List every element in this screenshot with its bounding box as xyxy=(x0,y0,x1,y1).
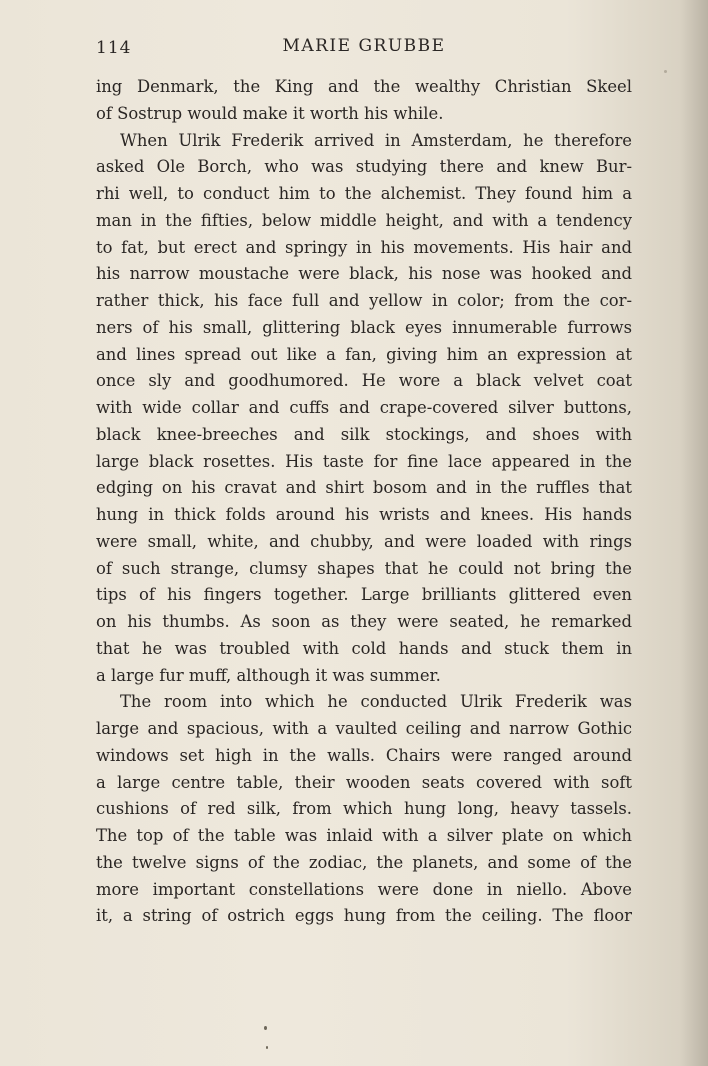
text-line: ing Denmark, the King and the wealthy Christian Skeel xyxy=(96,77,632,96)
page-header xyxy=(96,36,632,62)
text-line: black knee-breeches and silk stockings, and shoes with xyxy=(96,424,632,444)
text-line: The room into which he conducted Ulrik Frederik was xyxy=(120,692,632,712)
text-line: more important constellations were done in niello. Above xyxy=(96,879,632,899)
text-line: once sly and goodhumored. He wore a black velvet coat xyxy=(96,371,632,391)
text-line: were small, white, and chubby, and were loaded with rings xyxy=(96,531,632,551)
page-number: 114 xyxy=(96,38,132,58)
text-line: it, a string of ostrich eggs hung from the ceiling. The floor xyxy=(96,906,632,926)
text-line: and lines spread out like a fan, giving him an expression at xyxy=(96,344,632,364)
text-line: of Sostrup would make it worth his while. xyxy=(96,103,444,123)
text-line: ners of his small, glittering black eyes innumerable furrows xyxy=(96,317,632,337)
text-line: the twelve signs of the zodiac, the planets, and some of the xyxy=(96,852,632,872)
text-line: hung in thick folds around his wrists and knees. His hands xyxy=(96,505,632,524)
text-line: windows set high in the walls. Chairs were ranged around xyxy=(96,745,632,765)
paper-speck xyxy=(664,70,667,73)
text-line: to fat, but erect and springy in his movements. His hair and xyxy=(96,237,632,257)
text-line: asked Ole Borch, who was studying there and knew Bur- xyxy=(96,157,632,177)
text-line: tips of his fingers together. Large brilliants glittered even xyxy=(96,585,632,605)
text-line: that he was troubled with cold hands and stuck them in xyxy=(96,638,632,658)
text-line: with wide collar and cuffs and crape-covered silver buttons, xyxy=(96,398,632,417)
paper-speck xyxy=(266,1046,268,1049)
text-line: a large fur muff, although it was summer. xyxy=(96,665,441,685)
text-line: cushions of red silk, from which hung long, heavy tassels. xyxy=(96,799,632,819)
text-line: large black rosettes. His taste for fine lace appeared in the xyxy=(96,451,632,471)
text-line: rather thick, his face full and yellow in color; from the cor- xyxy=(96,291,632,310)
text-line: a large centre table, their wooden seats covered with soft xyxy=(96,772,632,792)
running-title: MARIE GRUBBE xyxy=(282,36,446,56)
text-line: The top of the table was inlaid with a silver plate on which xyxy=(96,826,632,845)
text-line: rhi well, to conduct him to the alchemist. They found him a xyxy=(96,184,632,203)
text-line: of such strange, clumsy shapes that he could not bring the xyxy=(96,558,632,578)
text-line: When Ulrik Frederik arrived in Amsterdam, he therefore xyxy=(120,130,632,150)
text-line: on his thumbs. As soon as they were seated, he remarked xyxy=(96,612,632,631)
paper-speck xyxy=(264,1026,267,1030)
text-line: large and spacious, with a vaulted ceiling and narrow Gothic xyxy=(96,719,632,738)
body-text xyxy=(96,74,632,930)
text-line: man in the fifties, below middle height, and with a tendency xyxy=(96,210,632,230)
text-line: his narrow moustache were black, his nose was hooked and xyxy=(96,264,632,284)
text-line: edging on his cravat and shirt bosom and in the ruffles that xyxy=(96,478,632,498)
